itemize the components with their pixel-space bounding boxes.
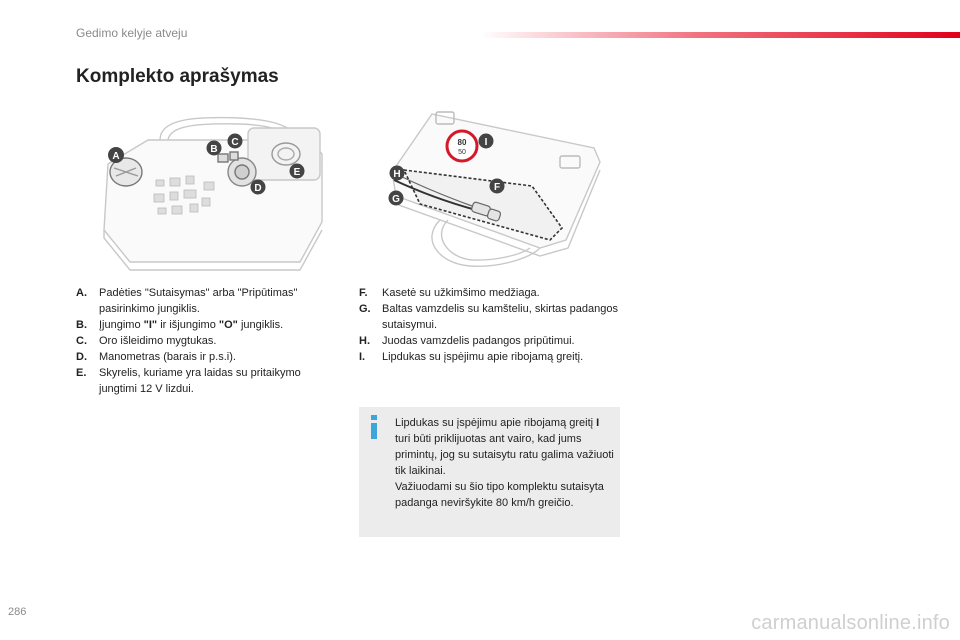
info-text-p1-post: turi būti priklijuotas ant vairo, kad jums primintų, jog su sutaisytu ratu galima važiuoti tik laikinai. [395, 433, 614, 477]
item-key: D. [76, 351, 87, 363]
item-text-on-symbol: "I" [143, 319, 158, 331]
list-item [359, 285, 629, 301]
item-text: Lipdukas su įspėjimu apie ribojamą greitį. [382, 351, 584, 363]
item-key: C. [76, 335, 87, 347]
watermark: carmanualsonline.info [751, 612, 950, 634]
list-item [76, 365, 336, 397]
item-key: H. [359, 335, 370, 347]
list-item [76, 333, 336, 349]
list-item [359, 301, 629, 333]
list-item [76, 285, 336, 317]
callout-b: B [210, 144, 218, 155]
list-item [76, 349, 336, 365]
page-number: 286 [8, 606, 27, 618]
item-text: Oro išleidimo mygtukas. [99, 335, 217, 347]
item-text-pre: Įjungimo [99, 319, 144, 331]
item-key: F. [359, 287, 368, 299]
item-text-off-symbol: "O" [218, 319, 238, 331]
section-label: Gedimo kelyje atveju [76, 26, 188, 40]
info-text-p1-bold: I [596, 417, 600, 429]
info-text-p2: Važiuodami su šio tipo komplektu sutaisyta padanga neviršykite 80 km/h greičio. [395, 481, 604, 509]
callout-a: A [112, 151, 120, 162]
kit-controls-illustration [100, 112, 330, 272]
callout-e: E [293, 167, 301, 178]
item-key: B. [76, 319, 87, 331]
callout-c: C [231, 137, 239, 148]
info-icon [365, 415, 383, 441]
info-box [359, 407, 620, 537]
item-text-post: jungiklis. [237, 319, 284, 331]
item-text: Juodas vamzdelis padangos pripūtimui. [382, 335, 575, 347]
callout-f: F [493, 182, 501, 193]
speed-sign-top: 80 [457, 138, 467, 147]
kit-cartridge-illustration [380, 100, 610, 270]
speed-sign-bottom: 50 [458, 149, 466, 156]
info-text-p1-pre: Lipdukas su įspėjimu apie ribojamą greitį [395, 417, 597, 429]
component-list-left [76, 285, 336, 397]
item-text: Kasetė su užkimšimo medžiaga. [382, 287, 540, 299]
item-key: E. [76, 367, 87, 379]
item-text-mid: ir išjungimo [157, 319, 219, 331]
item-key: G. [359, 303, 371, 315]
header-accent-bar [480, 32, 960, 38]
page-title: Komplekto aprašymas [76, 66, 279, 87]
callout-d: D [254, 183, 262, 194]
item-text: Skyrelis, kuriame yra laidas su pritaikymo jungtimi 12 V lizdui. [99, 367, 301, 395]
item-key: A. [76, 287, 87, 299]
list-item [359, 333, 629, 349]
item-key: I. [359, 351, 366, 363]
list-item [359, 349, 629, 365]
item-text: Baltas vamzdelis su kamšteliu, skirtas padangos sutaisymui. [382, 303, 618, 331]
callout-i: I [484, 137, 488, 148]
item-text: Manometras (barais ir p.s.i). [99, 351, 236, 363]
list-item [76, 317, 336, 333]
info-text [395, 415, 615, 511]
callout-h: H [393, 169, 401, 180]
callout-g: G [392, 194, 400, 205]
component-list-right [359, 285, 629, 365]
item-text: Padėties "Sutaisymas" arba "Pripūtimas" pasirinkimo jungiklis. [99, 287, 298, 315]
